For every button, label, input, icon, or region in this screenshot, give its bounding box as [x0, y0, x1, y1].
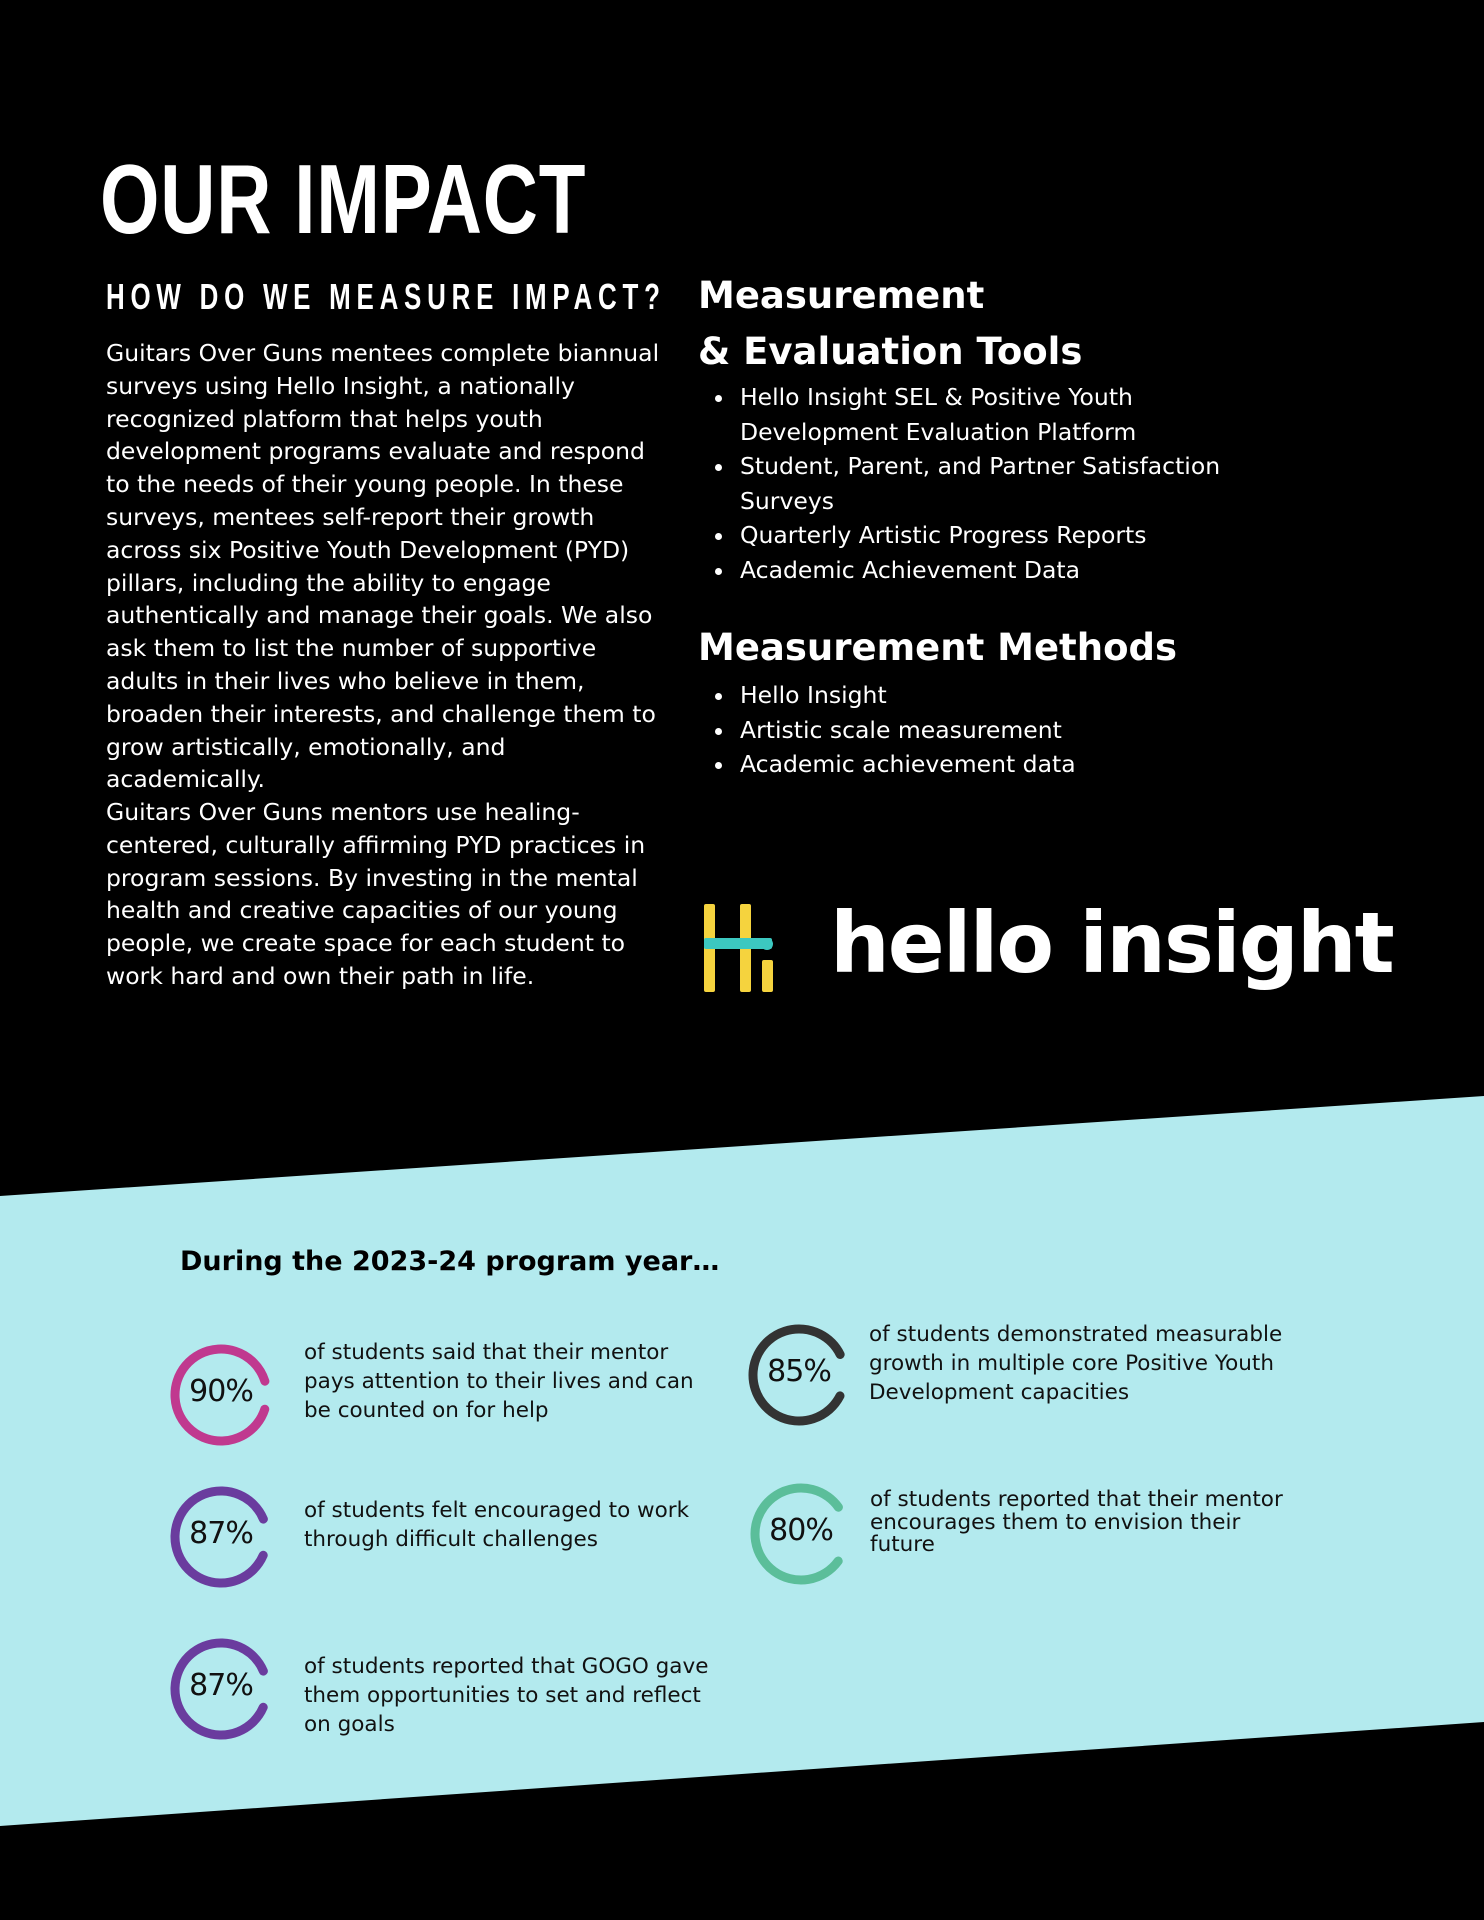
- logo-wordmark: hello insight: [830, 894, 1393, 992]
- stat-description: of students felt encouraged to work through difficult challenges: [304, 1498, 690, 1552]
- methods-list: [698, 678, 1258, 782]
- stat-percentage: 80%: [769, 1513, 833, 1548]
- results-heading: During the 2023-24 program year…: [180, 1246, 720, 1277]
- stat-item: [166, 1340, 766, 1460]
- stat-description: of students said that their mentor pays attention to their lives and can be counted on for help: [304, 1340, 694, 1423]
- list-item: Quarterly Artistic Progress Reports: [698, 518, 1258, 553]
- intro-paragraph: Guitars Over Guns mentees complete biannual surveys using Hello Insight, a nationally recognized platform that helps youth development programs evaluate and respond to the needs of their young people. In these surveys, mentees self-report their growth across six Positive Youth Development (PYD) pillars, including the ability to engage authentically and manage their goals. We also ask them to list the number of supportive adults in their lives who believe in them, broaden their interests, and challenge them to grow artistically, emotionally, and academically.: [106, 339, 660, 794]
- tools-heading-line2: & Evaluation Tools: [698, 330, 1083, 373]
- list-item: Student, Parent, and Partner Satisfaction Surveys: [698, 449, 1258, 518]
- list-item: Hello Insight: [698, 678, 1258, 713]
- mentors-paragraph: Guitars Over Guns mentors use healing-centered, culturally affirming PYD practices in program sessions. By investing in the mental health and creative capacities of our young people, we create space for each student to work hard and own their path in life.: [106, 798, 646, 990]
- methods-heading: Measurement Methods: [698, 626, 1178, 669]
- hi-logo-icon: [700, 902, 800, 1002]
- hello-insight-logo: [700, 894, 1393, 1020]
- tools-list: [698, 380, 1258, 587]
- page-title: OUR IMPACT: [100, 144, 587, 254]
- stat-percentage: 87%: [189, 1516, 253, 1551]
- stat-description: of students reported that their mentor encourages them to envision their future: [870, 1487, 1283, 1557]
- tools-heading-line1: Measurement: [698, 274, 985, 317]
- section-subtitle: HOW DO WE MEASURE IMPACT?: [106, 276, 666, 317]
- list-item: Academic achievement data: [698, 747, 1258, 782]
- stat-percentage: 90%: [189, 1374, 253, 1409]
- list-item: Artistic scale measurement: [698, 713, 1258, 748]
- list-item: Academic Achievement Data: [698, 553, 1258, 588]
- stat-item: [166, 1482, 766, 1602]
- stat-percentage: 87%: [189, 1668, 253, 1703]
- stat-description: of students demonstrated measurable growth in multiple core Positive Youth Development capacities: [869, 1322, 1283, 1405]
- stat-description: of students reported that GOGO gave them opportunities to set and reflect on goals: [304, 1654, 709, 1737]
- stat-percentage: 85%: [767, 1354, 831, 1389]
- stat-item: [744, 1320, 1344, 1440]
- stat-item: [746, 1479, 1346, 1599]
- stat-item: [166, 1634, 766, 1754]
- list-item: Hello Insight SEL & Positive Youth Development Evaluation Platform: [698, 380, 1258, 449]
